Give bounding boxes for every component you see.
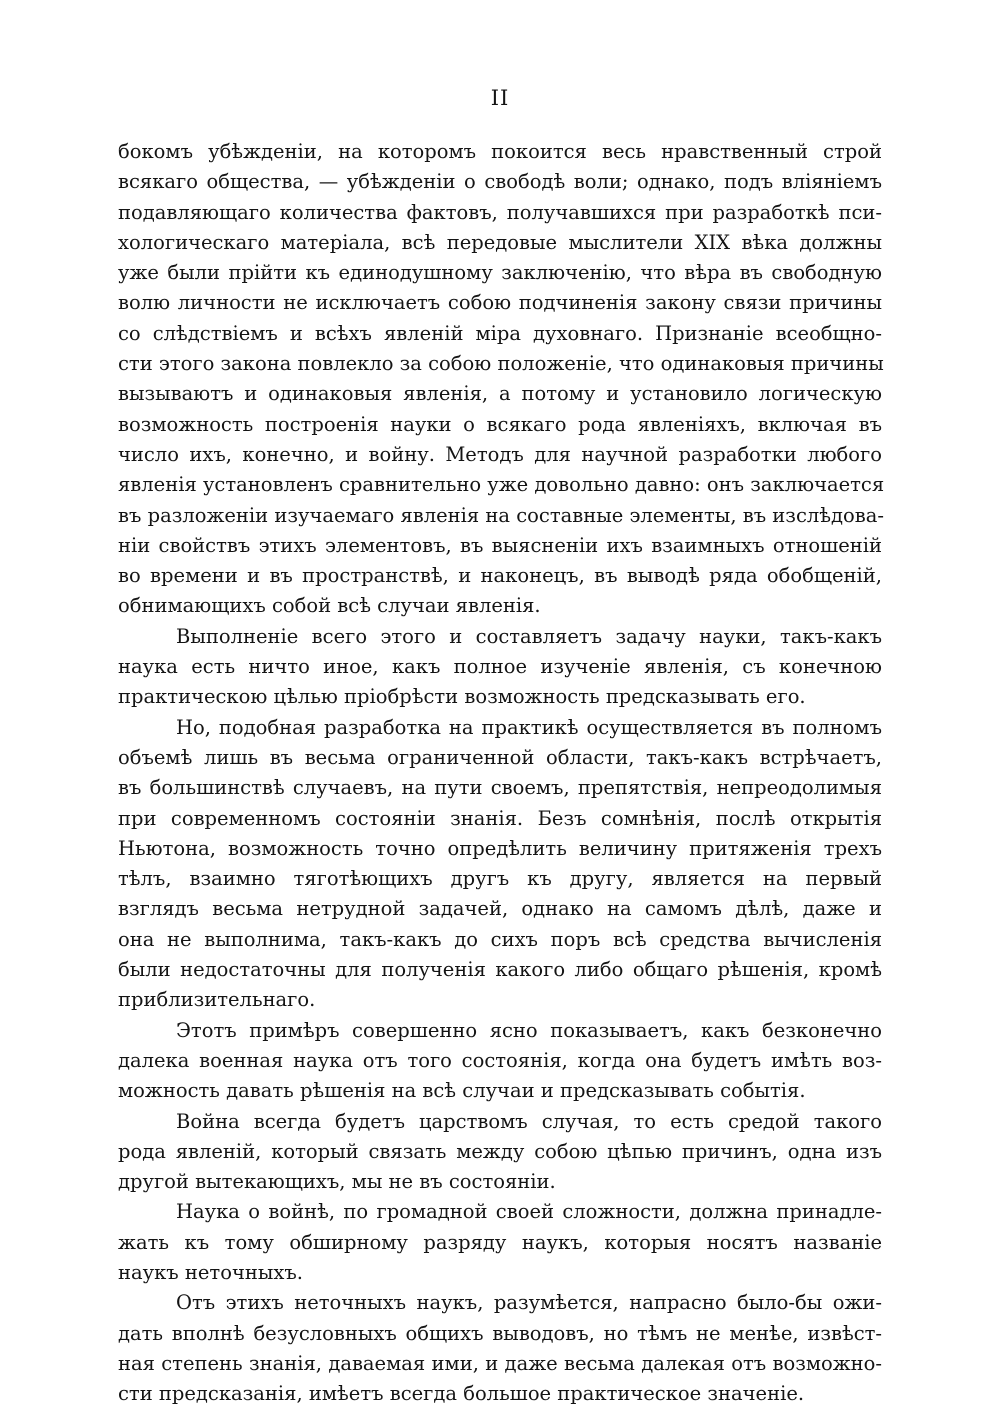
text-line: всякаго общества, — убѣжденіи о свободѣ воли; однако, подъ вліяніемъ (118, 170, 882, 194)
text-line: были недостаточны для полученія какого либо общаго рѣшенія, кромѣ (118, 958, 882, 982)
text-line: возможность построенія науки о всякаго рода явленіяхъ, включая въ (118, 412, 882, 436)
text-line: ніи свойствъ этихъ элементовъ, въ выясненіи ихъ взаимныхъ отношеній (118, 533, 882, 557)
text-line: наукъ неточныхъ. (118, 1260, 303, 1284)
text-line: далека военная наука отъ того состоянія, когда она будетъ имѣть воз- (118, 1048, 882, 1072)
text-line: другой вытекающихъ, мы не въ состояніи. (118, 1170, 556, 1194)
text-line: Этотъ примѣръ совершенно ясно показываетъ, какъ безконечно (176, 1018, 882, 1042)
text-line: можность давать рѣшенія на всѣ случаи и предсказывать событія. (118, 1079, 806, 1103)
text-line: со слѣдствіемъ и всѣхъ явленій міра духовнаго. Признаніе всеобщно- (118, 321, 882, 345)
text-line: сти этого закона повлекло за собою положеніе, что одинаковыя причины (118, 352, 884, 376)
text-line: Но, подобная разработка на практикѣ осуществляется въ полномъ (176, 715, 882, 739)
text-line: въ большинствѣ случаевъ, на пути своемъ, препятствія, непреодолимыя (118, 776, 882, 800)
text-line: жать къ тому обширному разряду наукъ, которыя носятъ названіе (118, 1230, 882, 1254)
text-line: ная степень знанія, даваемая ими, и даже весьма далекая отъ возможно- (118, 1351, 882, 1375)
text-line: взглядъ весьма нетрудной задачей, однако на самомъ дѣлѣ, даже и (118, 897, 882, 921)
paragraph (118, 1107, 882, 1198)
text-line: Ньютона, возможность точно опредѣлить величину притяженія трехъ (118, 836, 882, 860)
paragraph (118, 1197, 882, 1288)
text-line: уже были прійти къ единодушному заключенію, что вѣра въ свободную (118, 261, 882, 285)
paragraph (118, 713, 882, 1016)
text-line: волю личности не исключаетъ собою подчиненія закону связи причины (118, 291, 882, 315)
text-line: бокомъ убѣжденіи, на которомъ покоится весь нравственный строй (118, 140, 882, 163)
page-number: II (490, 86, 510, 110)
text-line: тѣлъ, взаимно тяготѣющихъ другъ къ другу, является на первый (118, 867, 882, 891)
text-line: Отъ этихъ неточныхъ наукъ, разумѣется, напрасно было-бы ожи- (176, 1291, 882, 1315)
text-line: наука есть ничто иное, какъ полное изученіе явленія, съ конечною (118, 655, 882, 679)
text-line: дать вполнѣ безусловныхъ общихъ выводовъ, но тѣмъ не менѣе, извѣст- (118, 1321, 882, 1345)
text-line: Выполненіе всего этого и составляетъ задачу науки, такъ-какъ (176, 624, 882, 648)
text-line: подавляющаго количества фактовъ, получавшихся при разработкѣ пси- (118, 200, 882, 224)
text-line: вызываютъ и одинаковыя явленія, а потому и установило логическую (118, 382, 882, 406)
text-line: сти предсказанія, имѣетъ всегда большое практическое значеніе. (118, 1382, 805, 1406)
paragraph (118, 137, 885, 622)
text-line: обнимающихъ собой всѣ случаи явленія. (118, 594, 541, 618)
paragraph (118, 1288, 882, 1409)
text-line: приблизительнаго. (118, 988, 316, 1012)
text-line: она не выполнима, такъ-какъ до сихъ поръ всѣ средства вычисленія (118, 927, 882, 951)
paragraph (118, 622, 882, 713)
text-line: при современномъ состояніи знанія. Безъ сомнѣнія, послѣ открытія (118, 806, 882, 830)
text-line: явленія установленъ сравнительно уже довольно давно: онъ заключается (118, 473, 885, 497)
text-line: практическою цѣлью пріобрѣсти возможность предсказывать его. (118, 685, 806, 709)
text-line: объемѣ лишь въ весьма ограниченной области, такъ-какъ встрѣчаетъ, (118, 745, 882, 769)
body-text (118, 137, 885, 1409)
paragraph (118, 1016, 882, 1107)
text-line: во времени и въ пространствѣ, и наконецъ, въ выводѣ ряда обобщеній, (118, 564, 882, 588)
text-line: Наука о войнѣ, по громадной своей сложности, должна принадле- (176, 1200, 882, 1224)
paragraphs (118, 137, 885, 1409)
text-line: число ихъ, конечно, и войну. Методъ для научной разработки любого (118, 442, 882, 466)
text-line: Война всегда будетъ царствомъ случая, то есть средой такого (176, 1109, 882, 1133)
text-line: рода явленій, который связать между собою цѣпью причинъ, одна изъ (118, 1139, 882, 1163)
text-line: въ разложеніи изучаемаго явленія на составные элементы, въ изслѣдова- (118, 503, 884, 527)
text-line: хологическаго матеріала, всѣ передовые мыслители XIX вѣка должны (118, 230, 882, 254)
